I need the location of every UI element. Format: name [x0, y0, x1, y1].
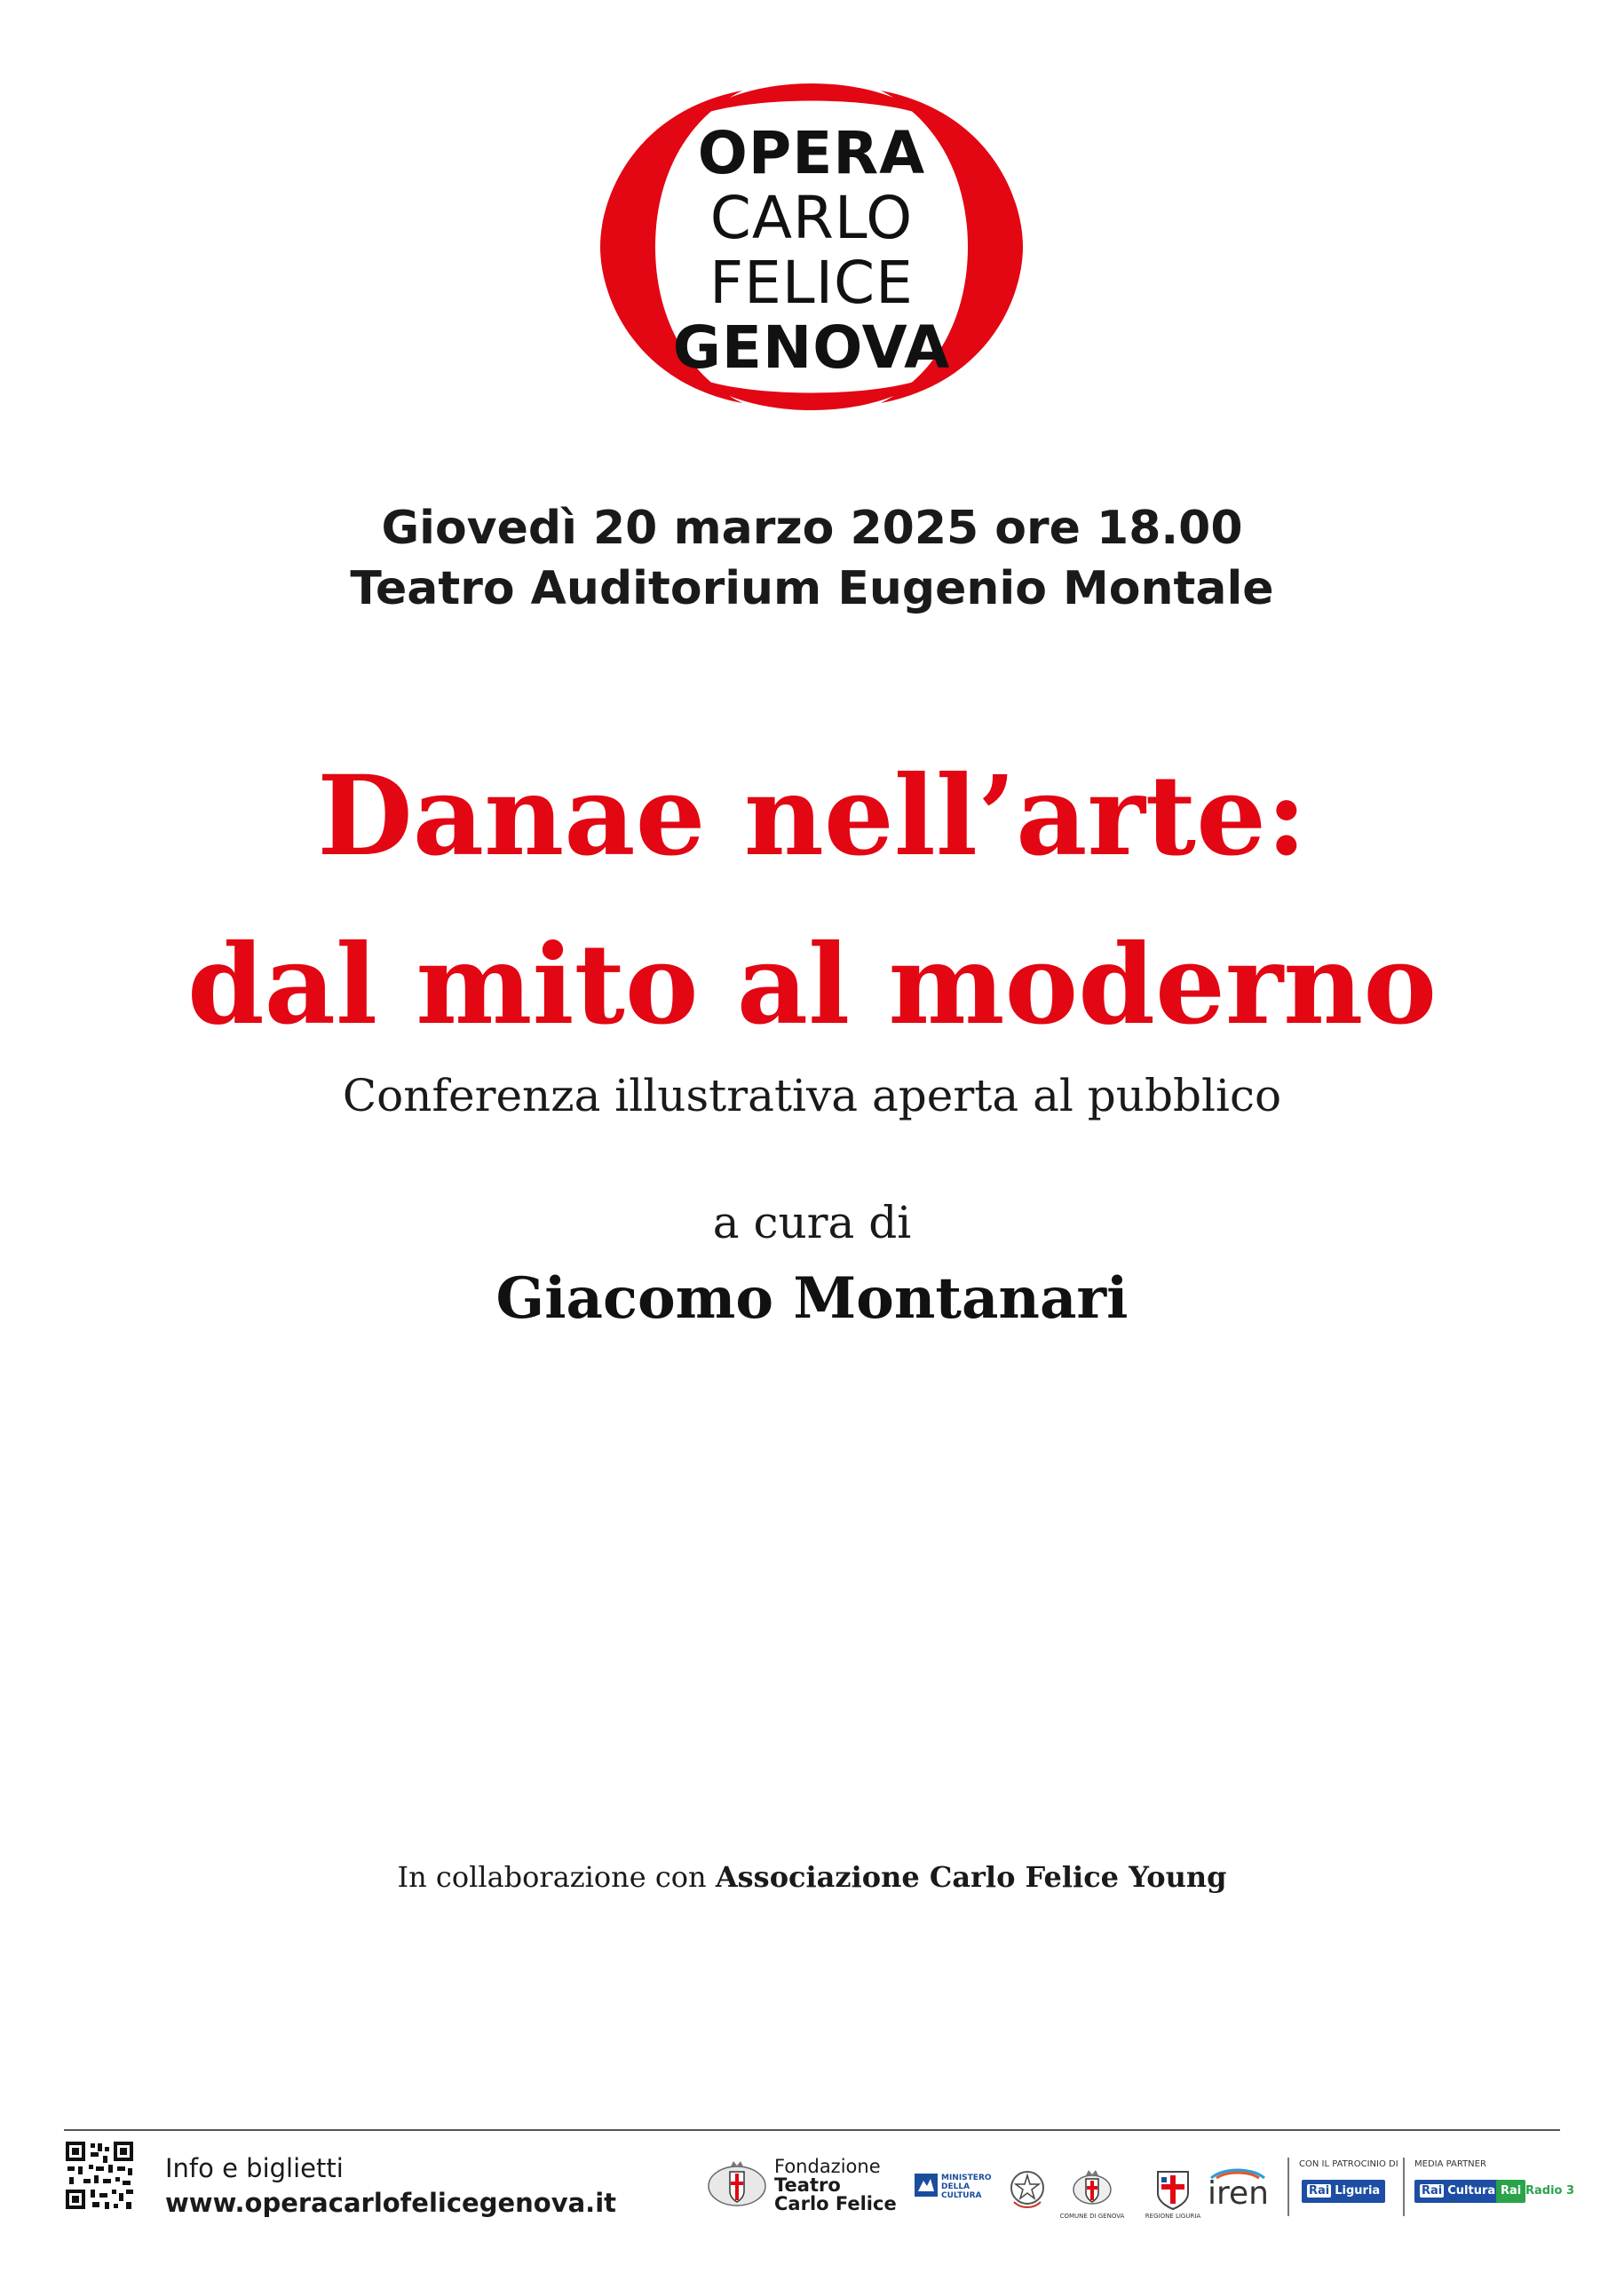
fondazione-line-2: Teatro [774, 2174, 841, 2196]
rai-liguria-name: Liguria [1335, 2184, 1381, 2198]
collaboration-prefix: In collaborazione con [397, 1860, 707, 1894]
footer-separator [1403, 2158, 1405, 2216]
regione-liguria-emblem-icon [1153, 2166, 1193, 2213]
fondazione-line-3: Carlo Felice [774, 2193, 897, 2214]
qr-code-icon[interactable] [64, 2140, 135, 2211]
rai-radio3-name: Radio 3 [1525, 2184, 1575, 2198]
media-partner-label: MEDIA PARTNER [1414, 2159, 1486, 2169]
fondazione-teatro-carlo-felice [774, 2158, 897, 2214]
ministero-cultura-icon [915, 2174, 938, 2200]
rai-radio3-tag: Rai [1496, 2180, 1525, 2203]
logo-line-felice: FELICE [709, 249, 914, 317]
collaboration-partner: Associazione Carlo Felice Young [715, 1860, 1227, 1894]
rai-cultura-logo [1414, 2180, 1501, 2203]
ministero-cultura-label [941, 2174, 992, 2200]
ministero-line-3: CULTURA [941, 2191, 982, 2200]
comune-genova-label: COMUNE DI GENOVA [1059, 2213, 1125, 2220]
curator-name: Giacomo Montanari [495, 1265, 1129, 1332]
italian-republic-emblem-icon [1007, 2166, 1048, 2213]
footer-separator [1287, 2158, 1289, 2216]
event-date-time: Giovedì 20 marzo 2025 ore 18.00 [381, 502, 1243, 555]
footer-divider [64, 2129, 1560, 2131]
logo-line-genova: GENOVA [672, 313, 951, 382]
regione-liguria-label: REGIONE LIGURIA [1145, 2213, 1201, 2220]
event-venue: Teatro Auditorium Eugenio Montale [350, 562, 1274, 615]
rai-liguria-tag: Rai [1309, 2184, 1330, 2198]
rai-cultura-tag: Rai [1422, 2184, 1443, 2198]
genoa-coat-of-arms-icon [706, 2158, 768, 2209]
logo-line-carlo: CARLO [709, 184, 914, 252]
comune-genova-coat-of-arms-icon [1072, 2166, 1113, 2213]
logo-line-opera: OPERA [697, 119, 926, 187]
ministero-line-1: MINISTERO [941, 2174, 992, 2182]
patrocinio-label: CON IL PATROCINIO DI [1299, 2159, 1398, 2169]
rai-liguria-logo [1302, 2180, 1385, 2203]
curator-label: a cura di [712, 1197, 912, 1248]
title-line-1: Danae nell’arte: [317, 752, 1307, 881]
website-link[interactable]: www.operacarlofelicegenova.it [165, 2188, 616, 2218]
fondazione-line-1: Fondazione [774, 2156, 881, 2177]
rai-cultura-name: Cultura [1447, 2184, 1496, 2198]
subtitle: Conferenza illustrativa aperta al pubblico [342, 1070, 1282, 1121]
opera-carlo-felice-logo [600, 80, 1023, 414]
title-line-2: dal mito al moderno [186, 921, 1438, 1049]
ministero-line-2: DELLA [941, 2182, 970, 2191]
iren-logo: iren [1208, 2175, 1269, 2212]
info-label: Info e biglietti [165, 2153, 344, 2183]
collaboration-line [0, 1860, 1624, 1894]
